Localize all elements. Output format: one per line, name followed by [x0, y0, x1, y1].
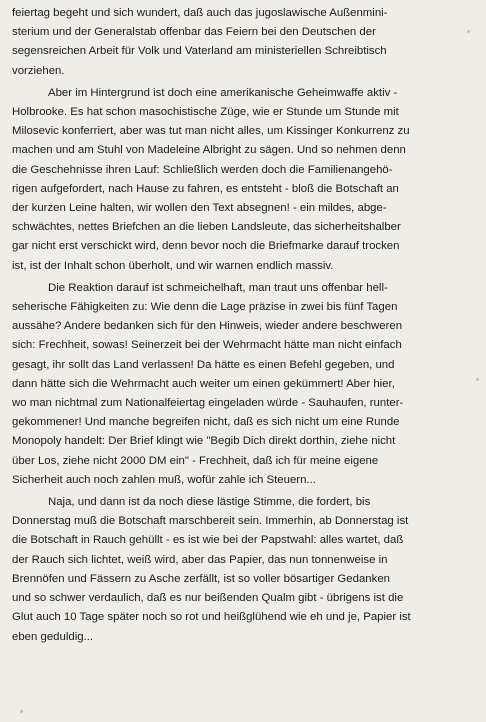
text-line: Aber im Hintergrund ist doch eine amerikanische Geheimwaffe aktiv -: [48, 86, 398, 99]
text-line: seherische Fähigkeiten zu: Wie denn die Lage präzise in zwei bis fünf Tagen: [12, 301, 398, 314]
text-line: aussähe? Andere bedanken sich für den Hinweis, wieder andere beschweren: [12, 320, 403, 333]
text-line: Donnerstag muß die Botschaft marschbereit sein. Immerhin, ab Donnerstag ist: [12, 515, 409, 528]
text-line: der Rauch sich lichtet, weiß wird, aber das Papier, das nun tonnenweise in: [12, 553, 388, 566]
text-line: dann hätte sich die Wehrmacht auch weiter um einen gekümmert! Aber hier,: [12, 377, 395, 390]
text-line: sich: Frechheit, sowas! Seinerzeit bei der Wehrmacht hätte man nicht einfach: [12, 339, 402, 352]
text-line: eben geduldig...: [12, 630, 94, 643]
text-line: machen und am Stuhl von Madeleine Albright zu sägen. Und so nehmen denn: [12, 144, 406, 157]
scan-speck: [476, 378, 479, 381]
text-line: Naja, und dann ist da noch diese lästige Stimme, die fordert, bis: [48, 496, 371, 509]
text-line: segensreichen Arbeit für Volk und Vaterland am ministeriellen Schreibtisch: [12, 45, 387, 58]
text-line: und so schwer verdaulich, daß es nur beißenden Qualm gibt - übrigens ist die: [12, 592, 404, 605]
text-line: Glut auch 10 Tage später noch so rot und heißglühend wie eh und je, Papier ist: [12, 611, 411, 624]
paragraph-1: [12, 4, 474, 81]
text-line: Holbrooke. Es hat schon masochistische Züge, wie er Stunde um Stunde mit: [12, 106, 399, 119]
text-line: der kurzen Leine halten, wir wollen den Text absegnen! - ein mildes, abge-: [12, 202, 387, 215]
text-line: die Geschehnisse ihren Lauf: Schließlich werden doch die Familienangehö-: [12, 163, 393, 176]
text-line: wo man nichtmal zum Nationalfeiertag eingeladen würde - Sauhaufen, runter-: [12, 397, 404, 410]
text-line: gekommener! Und manche begreifen nicht, daß es sich nicht um eine Runde: [12, 416, 400, 429]
paragraph-2: [12, 84, 474, 276]
text-line: gesagt, ihr sollt das Land verlassen! Da hätte es einen Befehl gegeben, und: [12, 358, 395, 371]
text-line: gar nicht erst verschickt wird, denn bevor noch die Briefmarke darauf trocken: [12, 240, 400, 253]
text-line: Monopoly handelt: Der Brief klingt wie "Begib Dich direkt dorthin, ziehe nicht: [12, 435, 396, 448]
text-line: die Botschaft in Rauch gehüllt - es ist wie bei der Papstwahl: alles wartet, daß: [12, 534, 404, 547]
scan-speck: [467, 30, 470, 33]
text-line: Milosevic konferriert, aber was tut man nicht alles, um Kissinger Konkurrenz zu: [12, 125, 410, 138]
text-line: Die Reaktion darauf ist schmeichelhaft, man traut uns offenbar hell-: [48, 281, 388, 294]
text-line: vorziehen.: [12, 64, 65, 77]
paragraph-4: [12, 493, 474, 647]
text-line: sterium und der Generalstab offenbar das Feiern bei den Deutschen der: [12, 26, 376, 39]
text-line: Brennöfen und Fässern zu Asche zerfällt, ist so voller bösartiger Gedanken: [12, 572, 390, 585]
scan-speck: [20, 710, 23, 713]
text-line: feiertag begeht und sich wundert, daß auch das jugoslawische Außenmini-: [12, 7, 388, 19]
text-line: Sicherheit auch noch zahlen muß, wofür zahle ich Steuern...: [12, 473, 316, 486]
text-line: über Los, ziehe nicht 2000 DM ein" - Frechheit, daß ich für meine eigene: [12, 454, 379, 467]
text-line: ist, ist der Inhalt schon überholt, und wir warnen endlich massiv.: [12, 259, 334, 272]
paragraph-3: [12, 279, 474, 490]
text-line: rigen aufgefordert, nach Hause zu fahren, es entsteht - bloß die Botschaft an: [12, 182, 399, 195]
text-line: schwächtes, nettes Briefchen an die lieben Landsleute, das sicherheitshalber: [12, 221, 401, 234]
